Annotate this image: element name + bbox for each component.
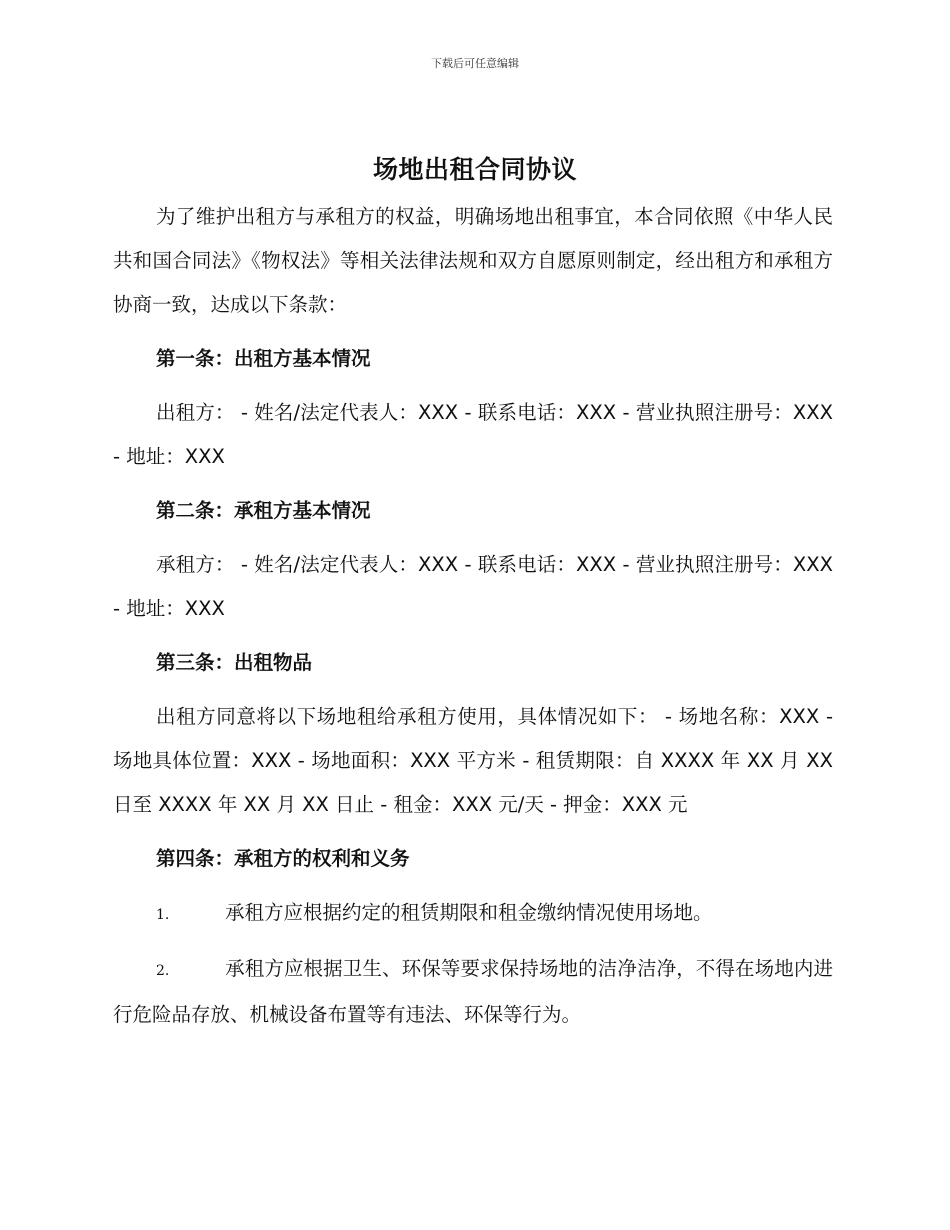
header-note: 下载后可任意编辑 <box>431 57 519 70</box>
intro-paragraph: 为了维护出租方与承租方的权益，明确场地出租事宜，本合同依照《中华人民共和国合同法》《物权法》等相关法律法规和双方自愿原则制定，经出租方和承租方协商一致，达成以下条款： <box>113 205 833 316</box>
section-2-heading: 第二条：承租方基本情况 <box>156 499 371 522</box>
section-3-heading: 第三条：出租物品 <box>156 651 313 674</box>
list-item-number: 1. <box>156 907 170 923</box>
section-4-heading: 第四条：承租方的权利和义务 <box>156 847 410 870</box>
section-3-body: 出租方同意将以下场地租给承租方使用，具体情况如下： - 场地名称：XXX - 场地具体位置：XXX - 场地面积：XXX 平方米 - 租赁期限：自 XXXX 年 XX 月 XX 日至 XXXX 年 XX 月 XX 日止 - 租金：XXX 元/天 - 押金：XXX 元 <box>113 705 833 816</box>
document-body <box>113 195 833 1047</box>
section-1-heading: 第一条：出租方基本情况 <box>156 347 371 370</box>
document-title: 场地出租合同协议 <box>372 155 577 184</box>
list-item <box>113 891 833 937</box>
list-item <box>113 947 833 1037</box>
section-2-body: 承租方： - 姓名/法定代表人：XXX - 联系电话：XXX - 营业执照注册号：XXX - 地址：XXX <box>113 553 833 620</box>
list-item-text: 承租方应根据约定的租赁期限和租金缴纳情况使用场地。 <box>225 901 713 924</box>
section-1-body: 出租方： - 姓名/法定代表人：XXX - 联系电话：XXX - 营业执照注册号：XXX - 地址：XXX <box>113 401 833 468</box>
list-item-text: 承租方应根据卫生、环保等要求保持场地的洁净洁净，不得在场地内进行危险品存放、机械设备布置等有违法、环保等行为。 <box>113 957 833 1026</box>
list-item-number: 2. <box>156 963 170 979</box>
